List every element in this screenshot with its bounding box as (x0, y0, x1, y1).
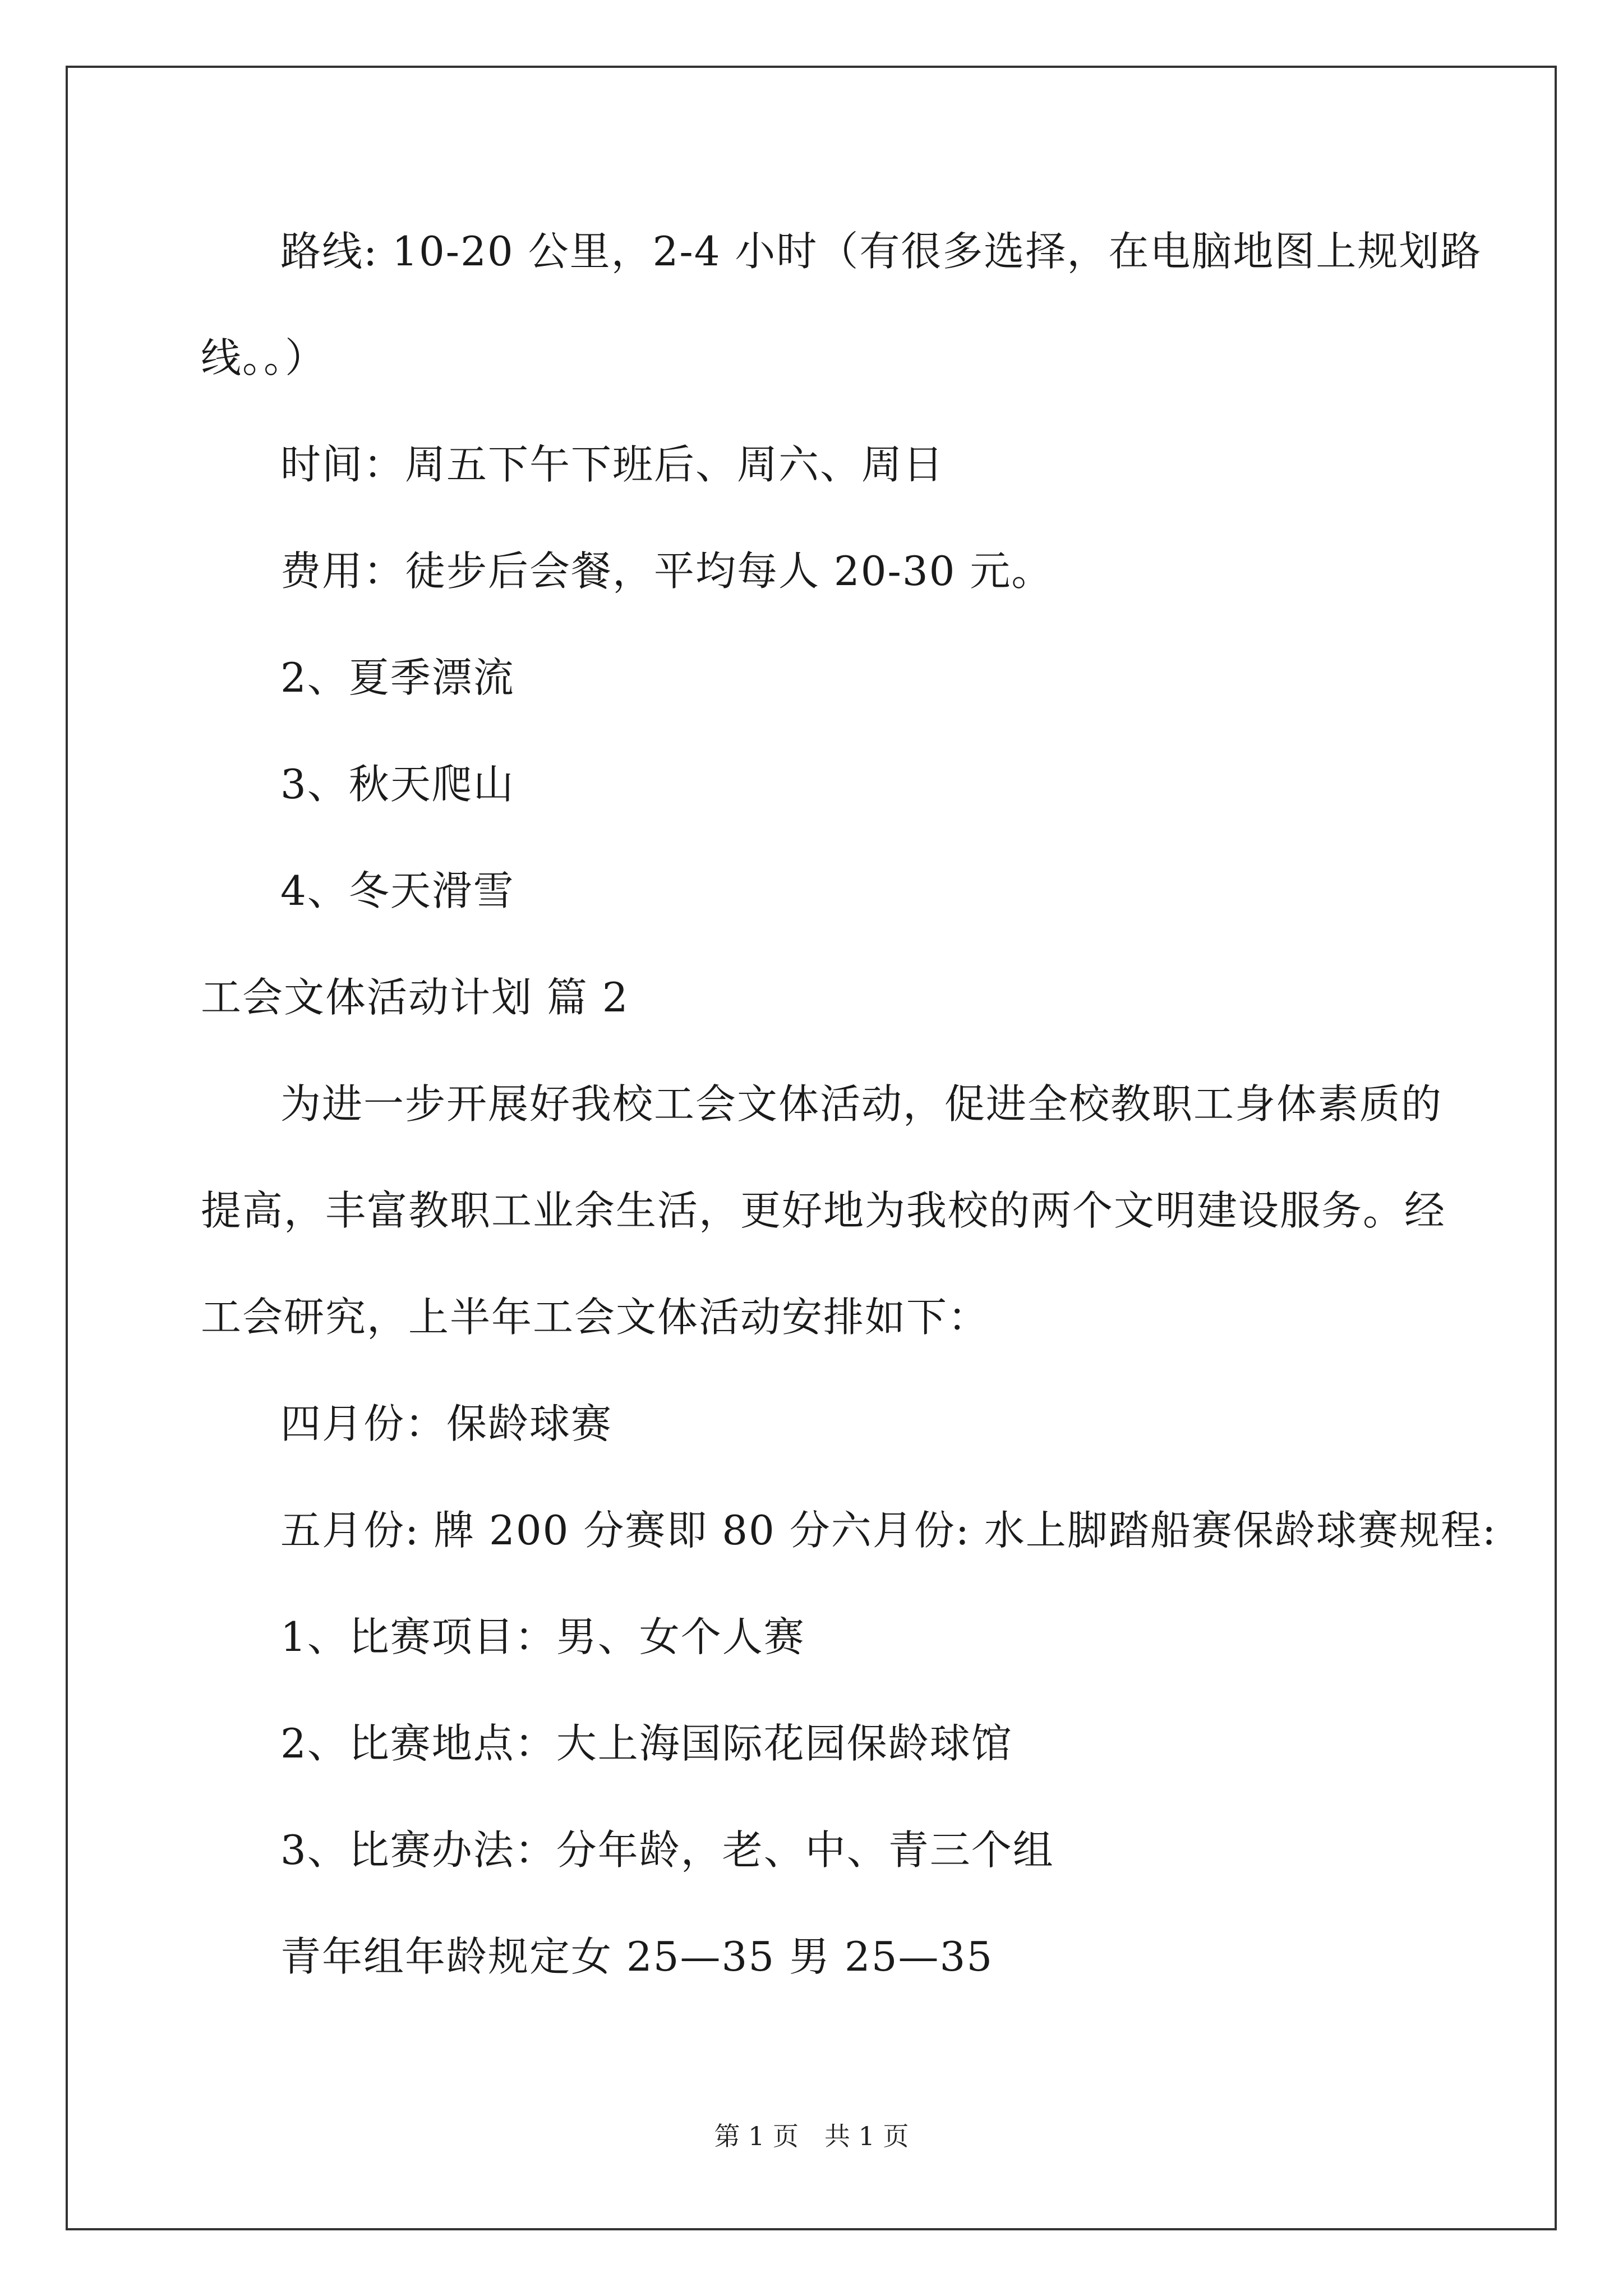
section-heading: 工会文体活动计划 篇 2 (201, 974, 629, 1021)
rule-item-method: 3、比赛办法：分年龄，老、中、青三个组 (280, 1826, 1054, 1874)
rule-item-events: 1、比赛项目：男、女个人赛 (280, 1613, 805, 1660)
page-number-footer: 第 1 页 共 1 页 (714, 2121, 909, 2151)
cost-line: 费用：徒步后会餐，平均每人 20-30 元。 (280, 547, 1053, 595)
intro-paragraph-line-3: 工会研究，上半年工会文体活动安排如下： (201, 1294, 990, 1341)
intro-paragraph-line-2: 提高，丰富教职工业余生活，更好地为我校的两个文明建设服务。经 (201, 1187, 1446, 1234)
route-line-continued: 线。。） (201, 334, 327, 381)
youth-age-rule: 青年组年龄规定女 25—35 男 25—35 (280, 1933, 994, 1980)
intro-paragraph-line-1: 为进一步开展好我校工会文体活动，促进全校教职工身体素质的 (280, 1080, 1443, 1128)
may-june-events: 五月份: 牌 200 分赛即 80 分六月份: 水上脚踏船赛保龄球赛规程: (280, 1507, 1497, 1554)
list-item-rafting: 2、夏季漂流 (280, 654, 515, 701)
list-item-skiing: 4、冬天滑雪 (280, 867, 515, 914)
route-line: 路线: 10-20 公里，2-4 小时（有很多选择，在电脑地图上规划路 (280, 228, 1482, 275)
time-line: 时间：周五下午下班后、周六、周日 (280, 441, 945, 488)
page-border (66, 66, 1557, 2230)
april-event: 四月份：保龄球赛 (280, 1400, 613, 1447)
rule-item-venue: 2、比赛地点：大上海国际花园保龄球馆 (280, 1720, 1013, 1767)
list-item-climbing: 3、秋天爬山 (280, 761, 515, 808)
